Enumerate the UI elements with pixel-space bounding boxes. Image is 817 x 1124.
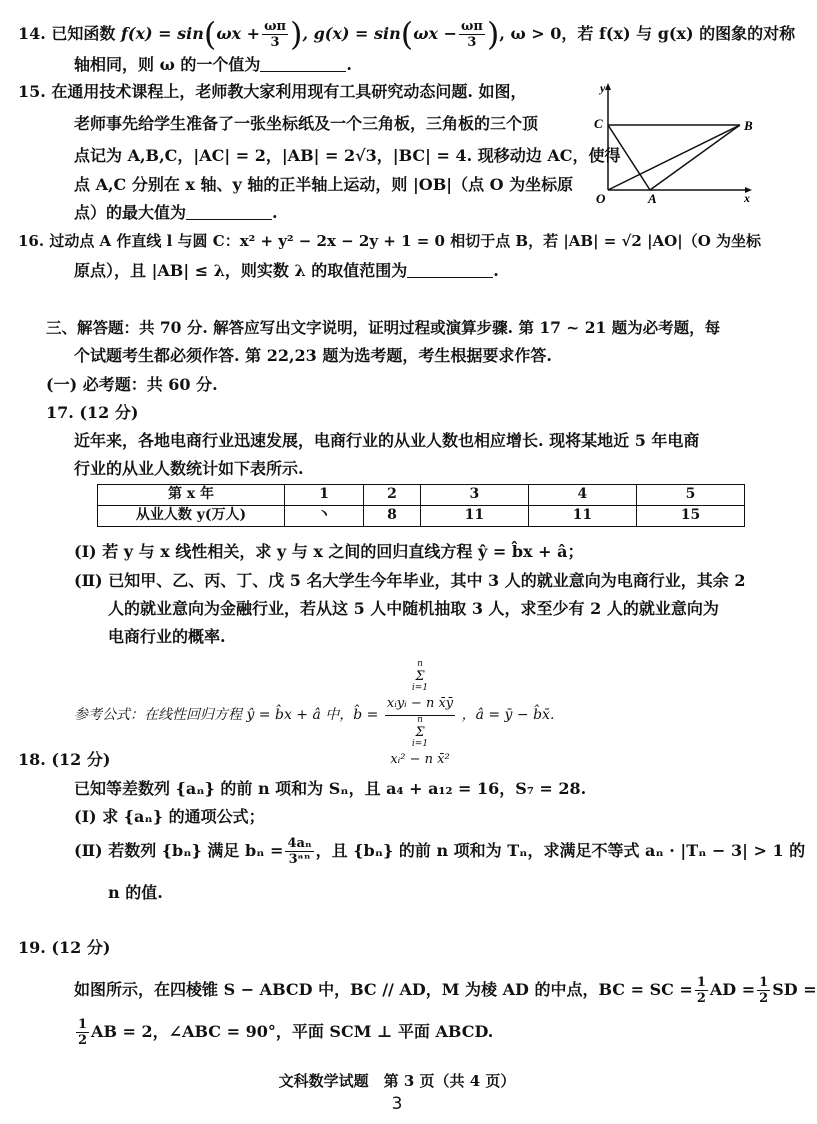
q14-line1: 14. 已知函数 f(x) = sin(ωx + $\frac{\omega\pi}{3}$ ), g(x) = sin(ωx − $\frac{\omega\pi}{3}$ ), ω > 0，若 f(x) 与 g(x) 的图象的对称: [18, 15, 796, 53]
q15-line5: 点）的最大值为 .: [74, 203, 278, 222]
q15-answer-blank[interactable]: [186, 203, 272, 220]
q18-part2-cont: n 的值.: [108, 883, 163, 902]
table-cell: 5: [636, 485, 744, 506]
section3-line2: 个试题考生都必须作答. 第 22,23 题为选考题，考生根据要求作答.: [74, 346, 552, 365]
q14-g-fraction: $\frac{\omega\pi}{3}$: [460, 19, 483, 50]
q19-line2: $\frac{1}{2}$ AB = 2，∠ABC = 90°，平面 SCM ⊥ 平面 ABCD.: [78, 1017, 494, 1048]
label-y: y: [600, 81, 606, 95]
label-O: O: [596, 191, 606, 206]
q15-figure: [590, 82, 760, 206]
q15-line4: 点 A,C 分别在 x 轴、y 轴的正半轴上运动，则 |OB|（点 O 为坐标原: [74, 175, 574, 194]
q17-intro2: 行业的从业人数统计如下表所示.: [74, 459, 304, 478]
q18-fraction: $\frac{\text{4aₙ}}{\text{3ᵃⁿ}}$: [287, 836, 312, 867]
q16-answer-blank[interactable]: [407, 261, 493, 278]
q14-f-inner: ωx +: [216, 24, 261, 43]
q14-answer-blank[interactable]: [260, 55, 346, 72]
label-C: C: [594, 116, 603, 131]
table-cell: 11: [528, 506, 636, 527]
q19-line1: 如图所示，在四棱锥 S − ABCD 中，BC // AD，M 为棱 AD 的中点，BC = SC = $\frac{1}{2}$ AD = $\frac{1}{2}$ SD =: [74, 975, 817, 1006]
q15-line1: 15. 在通用技术课程上，老师教大家利用现有工具研究动态问题. 如图，: [18, 82, 527, 101]
page-number: 3: [391, 1094, 403, 1114]
q18-title: 18. (12 分): [18, 750, 111, 769]
q18-part1: (Ⅰ) 求 {aₙ} 的通项公式；: [74, 807, 265, 826]
table-cell: 丶: [285, 506, 364, 527]
half-fraction: $\frac{1}{2}$: [759, 975, 769, 1006]
q14-condition: , ω > 0，若 f(x) 与 g(x) 的图象的对称: [499, 24, 796, 43]
q15-line3: 点记为 A,B,C，|AC| = 2，|AB| = 2√3，|BC| = 4. 现移动边 AC，使得: [74, 146, 621, 165]
q14-f-def: f(x) = sin: [121, 24, 204, 43]
q14-g-def: , g(x) = sin: [302, 24, 401, 43]
label-B: B: [744, 118, 753, 133]
q15-line2: 老师事先给学生准备了一张坐标纸及一个三角板，三角板的三个顶: [74, 114, 539, 133]
table-head-year: 第 x 年: [98, 485, 285, 506]
label-A: A: [648, 191, 657, 206]
table-row-year: [98, 485, 745, 506]
regression-fraction: n Σ i=1 xᵢyᵢ − n x̄ȳ n Σ i=1 xᵢ² − n x̄²: [386, 659, 454, 767]
q18-part2: (Ⅱ) 若数列 {bₙ} 满足 bₙ = $\frac{\text{4aₙ}}{\text{3ᵃⁿ}}$ ，且 {bₙ} 的前 n 项和为 Tₙ，求满足不等式 aₙ · |Tₙ − 3| > 1 的: [74, 836, 806, 867]
page-footer: 文科数学试题 第 3 页（共 4 页）: [278, 1072, 516, 1090]
q17-intro1: 近年来，各地电商行业迅速发展，电商行业的从业人数也相应增长. 现将某地近 5 年电商: [74, 431, 700, 450]
table-row-people: [98, 506, 745, 527]
q19-title: 19. (12 分): [18, 938, 111, 957]
sum-symbol-top: n Σ i=1: [411, 659, 429, 693]
table-cell: 11: [420, 506, 528, 527]
table-cell: 4: [528, 485, 636, 506]
q17-part2-line2: 人的就业意向为金融行业，若从这 5 人中随机抽取 3 人，求至少有 2 人的就业意向为: [108, 599, 719, 618]
table-cell: 8: [364, 506, 421, 527]
q14-g-inner: ωx −: [413, 24, 457, 43]
q14-f-fraction: $\frac{\omega\pi}{3}$: [264, 19, 286, 50]
section3-line3: (一) 必考题：共 60 分.: [46, 375, 218, 394]
q14-line2: 轴相同，则 ω 的一个值为 .: [74, 55, 352, 74]
segment-AB: [650, 125, 740, 190]
table-cell: 15: [636, 506, 744, 527]
q17-data-table: [97, 484, 745, 527]
q18-line1: 已知等差数列 {aₙ} 的前 n 项和为 Sₙ，且 a₄ + a₁₂ = 16，S₇ = 28.: [74, 779, 587, 798]
section3-line1: 三、解答题：共 70 分. 解答应写出文字说明，证明过程或演算步骤. 第 17 ~ 21 题为必考题，每: [46, 318, 721, 337]
q17-part1: (Ⅰ) 若 y 与 x 线性相关，求 y 与 x 之间的回归直线方程 ŷ = b̂x + â；: [74, 542, 584, 561]
q16-line1: 16. 过动点 A 作直线 l 与圆 C：x² + y² − 2x − 2y + 1 = 0 相切于点 B，若 |AB| = √2 |AO|（O 为坐标: [18, 232, 761, 250]
table-cell: 2: [364, 485, 421, 506]
table-cell: 3: [420, 485, 528, 506]
half-fraction: $\frac{1}{2}$: [78, 1017, 88, 1048]
table-cell: 1: [285, 485, 364, 506]
half-fraction: $\frac{1}{2}$: [696, 975, 706, 1006]
q17-part2-line1: (Ⅱ) 已知甲、乙、丙、丁、戊 5 名大学生今年毕业，其中 3 人的就业意向为电商行业，其余 2: [74, 571, 746, 590]
label-x: x: [744, 191, 750, 205]
y-axis-arrow: [605, 83, 611, 90]
q17-title: 17. (12 分): [46, 403, 139, 422]
sum-symbol-bottom: n Σ i=1: [411, 715, 429, 749]
q17-reference-formula: 参考公式：在线性回归方程 ŷ = b̂x + â 中，b̂ = n Σ i=1 xᵢyᵢ − n x̄ȳ n Σ i=1 xᵢ² − n x̄² ，â = ȳ − b̂x̄.: [74, 660, 554, 771]
q17-part2-line3: 电商行业的概率.: [108, 627, 226, 646]
table-head-people: 从业人数 y(万人): [98, 506, 285, 527]
q16-line2: 原点），且 |AB| ≤ λ，则实数 λ 的取值范围为 .: [74, 261, 499, 280]
q14-label: 14. 已知函数: [18, 24, 116, 43]
segment-OB: [608, 125, 740, 190]
